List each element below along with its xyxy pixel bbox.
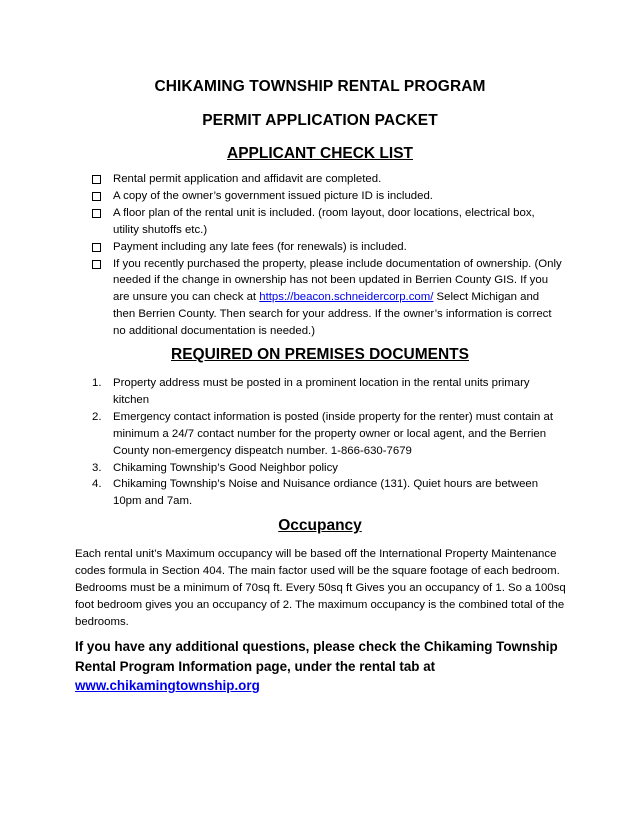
checklist-item: If you recently purchased the property, please include documentation of ownership. (Only needed if the change in ownership has not been updated in Berrien County GIS. If you are unsure you can check at https://beacon.schneidercorp.com/ Select Michigan and then Berrien County. Then search for your address. If the owner’s information is correct no additional documentation is needed.) (92, 256, 562, 341)
premises-item: 2. Emergency contact information is posted (inside property for the renter) must contain at minimum a 24/7 contact number for the property owner or local agent, and the Berrien County non-emergency dispeatch number. 1-866-630-7679 (92, 410, 554, 457)
closing-paragraph: If you have any additional questions, please check the Chikaming Township Rental Program Information page, under the rental tab at www.chikamingtownship.org (75, 639, 558, 693)
checklist-item: A floor plan of the rental unit is included. (room layout, door locations, electrical box, utility shutoffs etc.) (92, 205, 562, 239)
checkbox-icon (92, 192, 101, 201)
premises-item: 4. Chikaming Township’s Noise and Nuisance ordiance (131). Quiet hours are between 10pm and 7am. (92, 478, 539, 508)
premises-list (92, 375, 562, 510)
checklist (92, 171, 562, 340)
premises-item: 1. Property address must be posted in a prominent location in the rental units primary kitchen (92, 377, 530, 406)
checkbox-icon (92, 260, 101, 269)
checkbox-icon (92, 209, 101, 218)
occupancy-paragraph: Each rental unit’s Maximum occupancy will be based off the International Property Maintenance codes formula in Section 404. The main factor used will be the square footage of each bedroom. Bedrooms must be a minimum of 70sq ft. Every 50sq ft Gives you an occupancy of 1. So a 100sq foot bedroom gives you an occupancy of 2. The maximum occupancy is the combined total of the bedrooms. (75, 548, 566, 628)
premises-heading: REQUIRED ON PREMISES DOCUMENTS (171, 346, 469, 363)
beacon-link[interactable]: https://beacon.schneidercorp.com/ (259, 291, 434, 304)
checklist-item: Rental permit application and affidavit are completed. (92, 171, 562, 188)
premises-item: 3. Chikaming Township’s Good Neighbor policy (92, 461, 338, 474)
checkbox-icon (92, 175, 101, 184)
document-subtitle: PERMIT APPLICATION PACKET (202, 112, 438, 129)
township-website-link[interactable]: www.chikamingtownship.org (75, 678, 260, 693)
occupancy-heading: Occupancy (278, 517, 362, 534)
document-title: CHIKAMING TOWNSHIP RENTAL PROGRAM (154, 78, 486, 95)
checklist-item: A copy of the owner’s government issued picture ID is included. (92, 188, 562, 205)
checklist-heading: APPLICANT CHECK LIST (227, 145, 413, 162)
checkbox-icon (92, 243, 101, 252)
checklist-item: Payment including any late fees (for renewals) is included. (92, 239, 562, 256)
